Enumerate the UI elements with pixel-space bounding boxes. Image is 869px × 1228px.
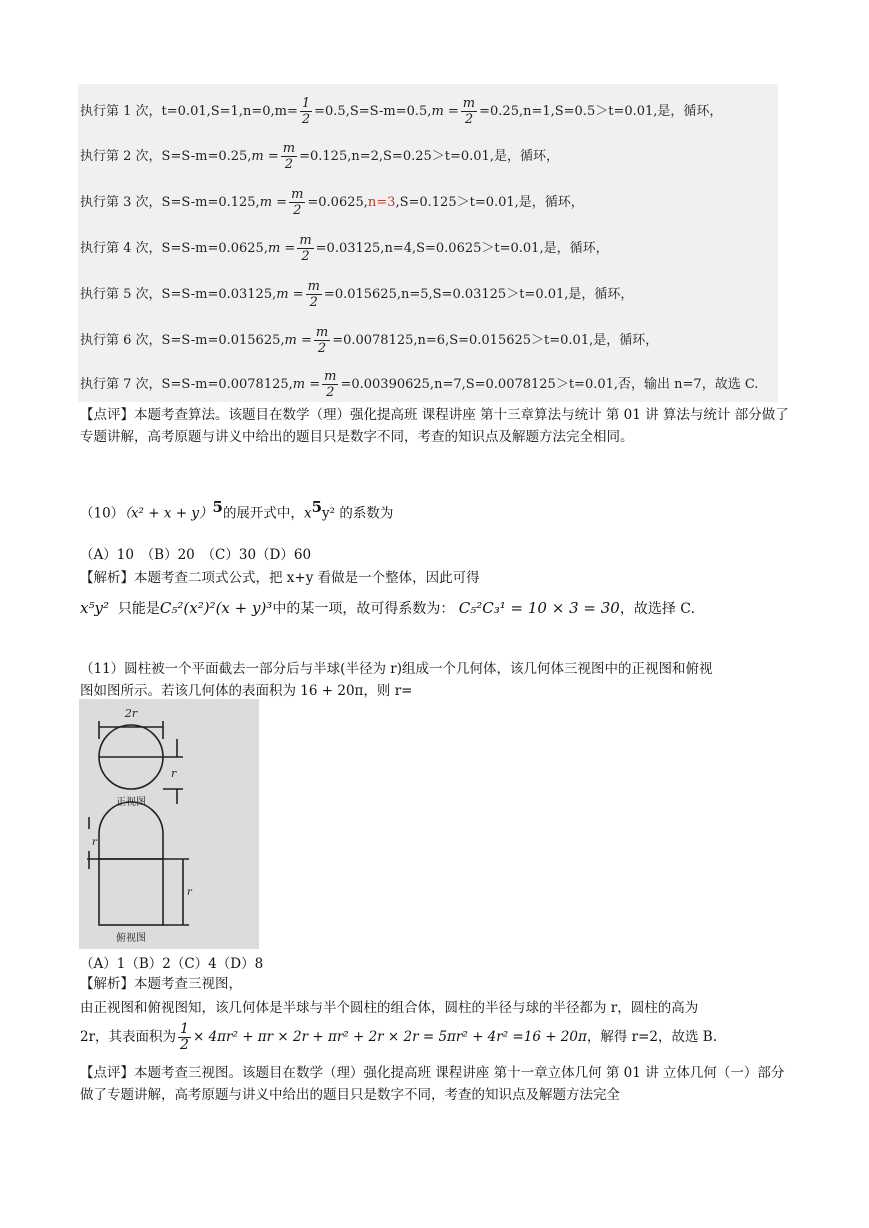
fraction: $\frac{1}{2}$ <box>180 1021 189 1053</box>
fraction: $\frac{m}{2}$ <box>299 233 312 264</box>
fraction: $\frac{m}{2}$ <box>307 279 320 310</box>
review-paragraph-algorithm: 【点评】本题考查算法。该题目在数学（理）强化提高班 课程讲座 第十三章算法与统计 第 01 讲 算法与统计 部分做了专题讲解，高考原题与讲义中给出的题目只是数字不同，考查的知识点及解题方法完全相同。 <box>80 407 789 445</box>
step-line-1 <box>80 96 722 127</box>
label-r-front: r <box>171 767 177 780</box>
question-10-options: （A）10 （B）20 （C）30（D）60 <box>80 547 312 563</box>
review-paragraph-geometry: 【点评】本题考查三视图。该题目在数学（理）强化提高班 课程讲座 第十一章立体几何 第 01 讲 立体几何（一）部分做了专题讲解，高考原题与讲义中给出的题目只是数字不同，考查的知识点及解题方法完全 <box>80 1065 785 1103</box>
label-front-view: 正视图 <box>116 797 146 808</box>
question-11-stem-line2: 图如图所示。若该几何体的表面积为 16 + 20π，则 r= <box>80 683 413 699</box>
highlighted-n: n=3 <box>367 195 396 210</box>
label-r-top: r <box>92 837 97 848</box>
fraction: $\frac{m}{2}$ <box>282 141 296 172</box>
fraction: $\frac{m}{2}$ <box>462 96 476 127</box>
step-text: =0.25,n=1,S=0.5＞t=0.01,是，循环， <box>479 104 723 119</box>
step-line-2: 执行第 2 次，S=S-m=0.25,m = $\frac{m}{2}$ =0.125,n=2,S=0.25＞t=0.01,是，循环， <box>80 141 559 172</box>
step-line-5: 执行第 5 次，S=S-m=0.03125,m = $\frac{m}{2}$ =0.015625,n=5,S=0.03125＞t=0.01,是，循环， <box>80 279 634 310</box>
question-11-analysis-line1: 由正视图和俯视图知，该几何体是半球与半个圆柱的组合体，圆柱的半径与球的半径都为 r，圆柱的高为 <box>80 1000 699 1016</box>
question-11-analysis-line2: 2r，其表面积为 $\frac{1}{2}$ × 4πr² + πr × 2r + πr² + 2r × 2r = 5πr² + 4r² =16 + 20π，解得 r=2，故选 B. <box>80 1021 718 1053</box>
label-2r: 2r <box>124 707 138 720</box>
question-10-derivation: x⁵y² 只能是C₅²(x²)²(x + y)³中的某一项，故可得系数为： C₅²C₃¹ = 10 × 3 = 30，故选择 C. <box>80 599 695 617</box>
fraction: $\frac{1}{2}$ <box>301 96 311 127</box>
fraction: $\frac{m}{2}$ <box>315 325 329 356</box>
step-line-6: 执行第 6 次，S=S-m=0.015625,m = $\frac{m}{2}$ =0.0078125,n=6,S=0.015625＞t=0.01,是，循环， <box>80 325 659 356</box>
question-11-options: （A）1（B）2（C）4（D）8 <box>80 956 264 972</box>
question-10-analysis: 【解析】本题考查二项式公式，把 x+y 看做是一个整体，因此可得 <box>80 570 480 586</box>
step-line-4: 执行第 4 次，S=S-m=0.0625,m = $\frac{m}{2}$ =0.03125,n=4,S=0.0625＞t=0.01,是，循环， <box>80 233 609 264</box>
step-text: t=0.01,S=1,n=0,m= <box>161 104 298 119</box>
fraction: $\frac{m}{2}$ <box>291 187 304 218</box>
m-equals: m = <box>431 104 459 119</box>
question-11-analysis: 【解析】本题考查三视图， <box>80 976 242 992</box>
step-line-3: 执行第 3 次，S=S-m=0.125,m = $\frac{m}{2}$ =0.0625,n=3,S=0.125＞t=0.01,是，循环， <box>80 187 584 218</box>
question-11-stem-line1: （11）圆柱被一个平面截去一部分后与半球(半径为 r)组成一个几何体，该几何体三视图中的正视图和俯视 <box>80 661 713 677</box>
label-top-view: 俯视图 <box>116 933 146 944</box>
fraction: $\frac{m}{2}$ <box>324 369 337 400</box>
three-view-figure <box>79 699 259 949</box>
question-10-stem: $(10)(x^2 + x + y)^5$的展开式中，$x^5y^2$ 的系数为 <box>80 498 394 522</box>
step-text: =0.5,S=S-m=0.5, <box>314 104 432 119</box>
step-prefix: 执行第 1 次， <box>80 104 162 119</box>
label-r-side: r <box>187 887 192 898</box>
step-line-7: 执行第 7 次，S=S-m=0.0078125,m = $\frac{m}{2}$ =0.00390625,n=7,S=0.0078125＞t=0.01,否，输出 n=7，故选 C. <box>80 369 759 400</box>
